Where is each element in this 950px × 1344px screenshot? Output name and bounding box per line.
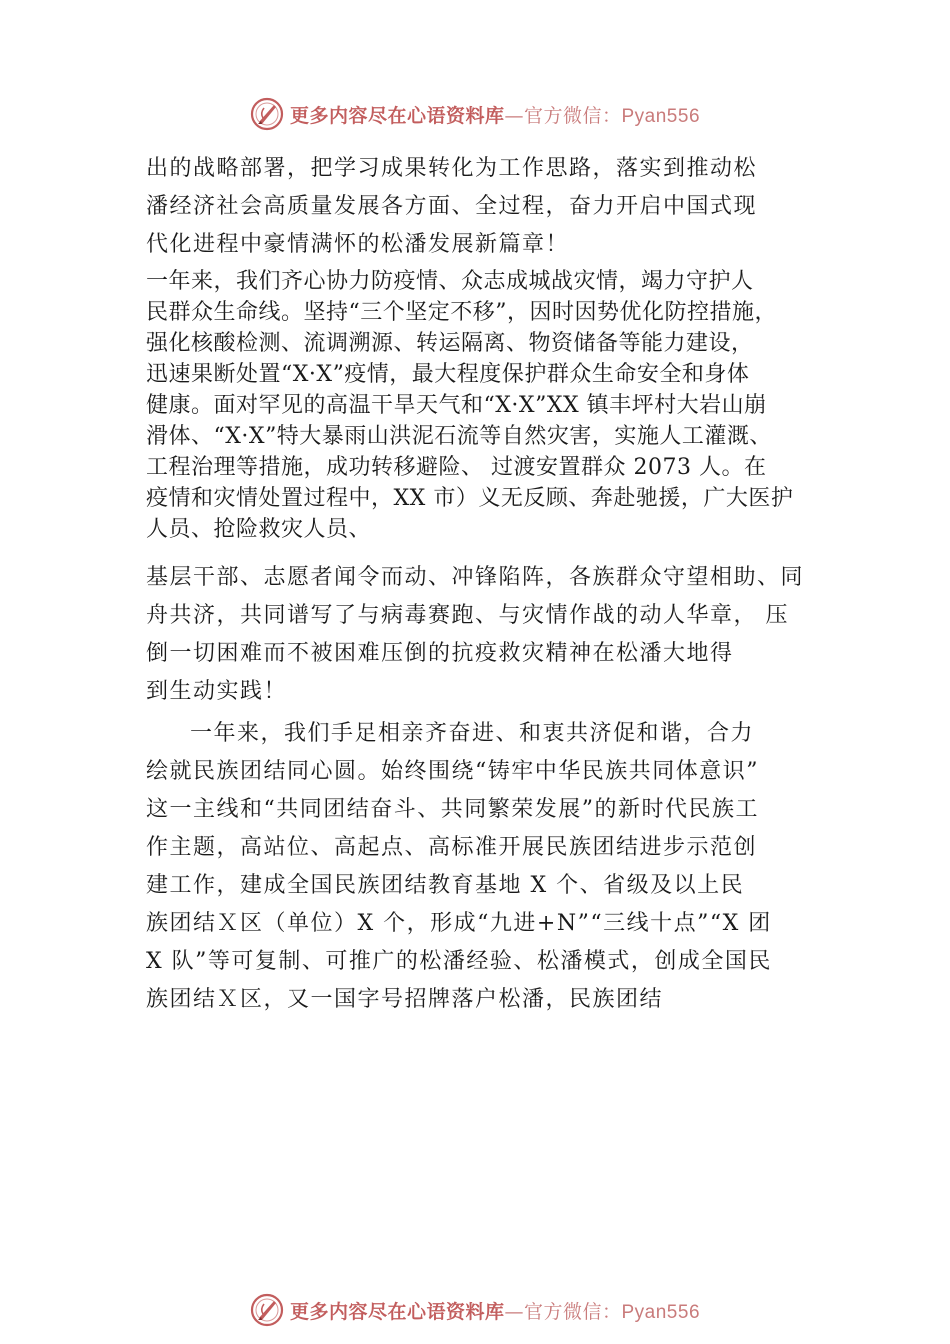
document-body [146, 150, 846, 1019]
text-line: 族团结Ｘ区（单位）X 个，形成“九进+N”“三线十点”“X 团 [146, 911, 772, 936]
text-line: 作主题，高站位、高起点、高标准开展民族团结进步示范创 [146, 835, 758, 860]
text-line: 潘经济社会高质量发展各方面、全过程，奋力开启中国式现 [146, 194, 758, 219]
watermark-banner-top [0, 94, 950, 134]
watermark-dash: — [504, 1300, 524, 1323]
quill-pen-seal-icon [250, 97, 284, 131]
paragraph-2 [146, 266, 846, 545]
watermark-group [250, 1293, 700, 1327]
text-line: 舟共济，共同谱写了与病毒赛跑、与灾情作战的动人华章， 压 [146, 603, 789, 628]
text-line: 建工作，建成全国民族团结教育基地 X 个、省级及以上民 [146, 873, 745, 898]
watermark-text [290, 1297, 700, 1324]
watermark-contact-id: Pyan556 [621, 105, 701, 127]
text-line: 滑体、“X·X”特大暴雨山洪泥石流等自然灾害，实施人工灌溉、 [146, 424, 772, 449]
text-line: 疫情和灾情处置过程中，XX 市）义无反顾、奔赴驰援，广大医护 [146, 486, 794, 511]
text-line: 到生动实践！ [146, 679, 288, 704]
text-line: 健康。面对罕见的高温干旱天气和“X·X”XX 镇丰坪村大岩山崩 [146, 393, 767, 418]
paragraph-4 [146, 715, 846, 1019]
text-line: 工程治理等措施，成功转移避险、 过渡安置群众 2073 人。在 [146, 455, 767, 480]
watermark-text [290, 101, 700, 128]
watermark-brand: 更多内容尽在心语资料库 [289, 104, 505, 127]
text-line: 族团结Ｘ区，又一国字号招牌落户松潘，民族团结 [146, 987, 664, 1012]
watermark-banner-bottom [0, 1290, 950, 1330]
text-line: 绘就民族团结同心圆。始终围绕“铸牢中华民族共同体意识” [146, 759, 759, 784]
text-line: 迅速果断处置“X·X”疫情，最大程度保护群众生命安全和身体 [146, 362, 750, 387]
text-line: X 队”等可复制、可推广的松潘经验、松潘模式，创成全国民 [146, 949, 772, 974]
text-line: 代化进程中豪情满怀的松潘发展新篇章！ [146, 232, 570, 257]
watermark-contact-label: 官方微信： [523, 1300, 622, 1323]
watermark-contact-label: 官方微信： [523, 104, 622, 127]
paragraph-1 [146, 150, 846, 264]
quill-pen-seal-icon [250, 1293, 284, 1327]
watermark-dash: — [504, 104, 524, 127]
watermark-brand: 更多内容尽在心语资料库 [289, 1300, 505, 1323]
text-line: 强化核酸检测、流调溯源、转运隔离、物资储备等能力建设， [146, 331, 754, 356]
text-line: 这一主线和“共同团结奋斗、共同繁荣发展”的新时代民族工 [146, 797, 759, 822]
text-line: 倒一切困难而不被困难压倒的抗疫救灾精神在松潘大地得 [146, 641, 734, 666]
watermark-group [250, 97, 700, 131]
text-line: 一年来，我们手足相亲齐奋进、和衷共济促和谐，合力 [190, 721, 755, 746]
paragraph-3 [146, 559, 846, 711]
watermark-contact-id: Pyan556 [621, 1301, 701, 1323]
text-line: 一年来，我们齐心协力防疫情、众志成城战灾情，竭力守护人 [146, 269, 754, 294]
text-line: 出的战略部署，把学习成果转化为工作思路，落实到推动松 [146, 156, 758, 181]
text-line: 人员、抢险救灾人员、 [146, 517, 372, 542]
text-line: 民群众生命线。坚持“三个坚定不移”，因时因势优化防控措施， [146, 300, 777, 325]
text-line: 基层干部、志愿者闻令而动、冲锋陷阵，各族群众守望相助、同 [146, 565, 805, 590]
